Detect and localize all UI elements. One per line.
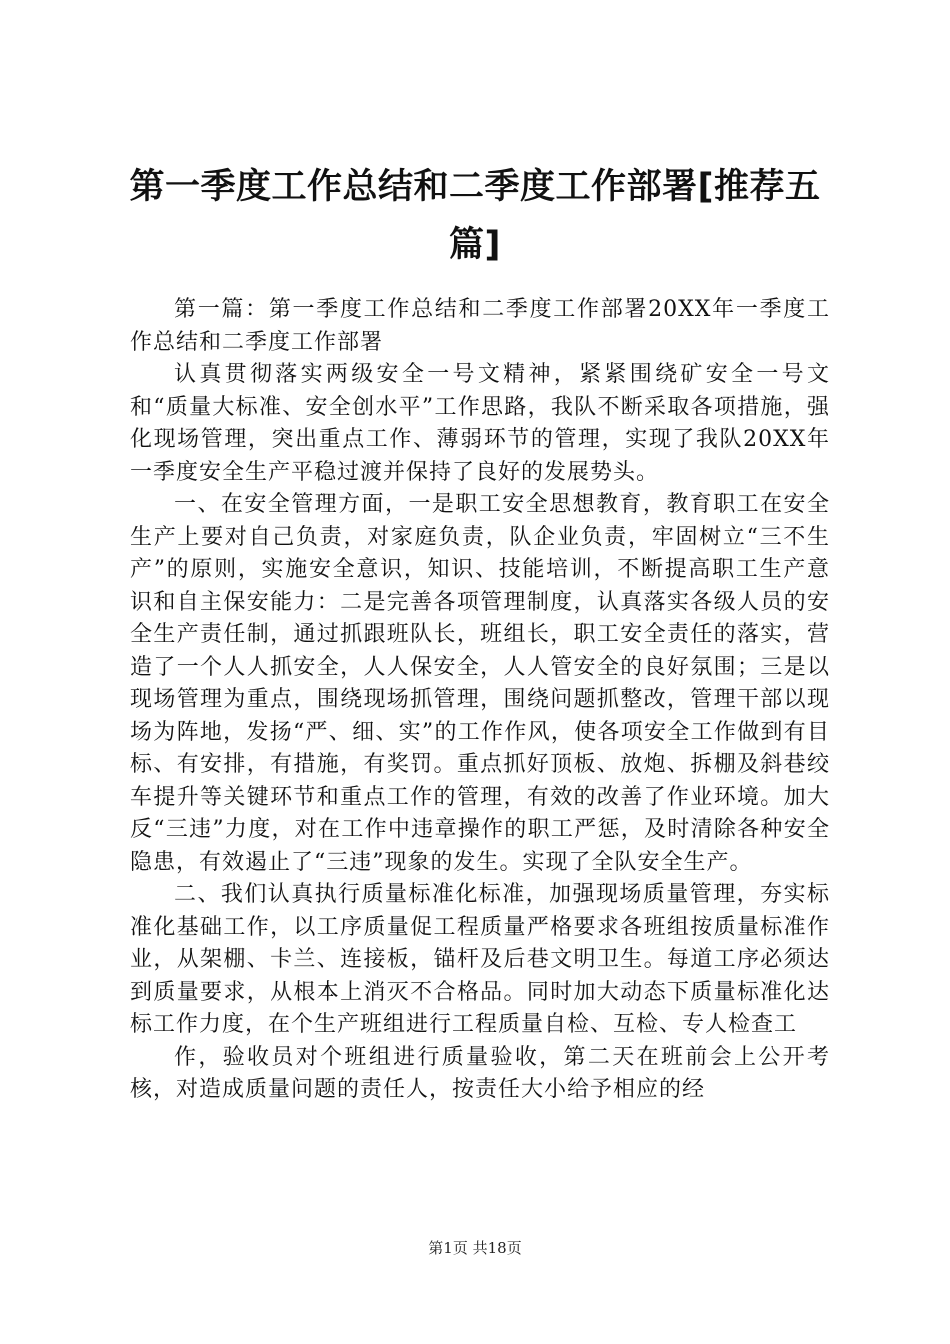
document-title: 第一季度工作总结和二季度工作部署[推荐五篇] [129,167,821,265]
paragraph-heading: 第一篇：第一季度工作总结和二季度工作部署20XX年一季度工作总结和二季度工作部署 [130,297,830,355]
paragraph-intro: 认真贯彻落实两级安全一号文精神，紧紧围绕矿安全一号文和“质量大标准、安全创水平”工作思路，我队不断采取各项措施，强化现场管理，突出重点工作、薄弱环节的管理，实现了我队20XX年一季度安全生产平稳过渡并保持了良好的发展势头。 [130,362,830,485]
paragraph-quality-standards: 二、我们认真执行质量标准化标准，加强现场质量管理，夯实标准化基础工作，以工序质量促工程质量严格要求各班组按质量标准作业，从架棚、卡兰、连接板，锚杆及后巷文明卫生。每道工序必须达到质量要求，从根本上消灭不合格品。同时加大动态下质量标准化达标工作力度，在个生产班组进行工程质量自检、互检、专人检查工 [130,882,830,1037]
page-number-footer: 第1页 共18页 [428,1239,522,1257]
paragraph-safety-management: 一、在安全管理方面，一是职工安全思想教育，教育职工在安全生产上要对自己负责，对家庭负责，队企业负责，牢固树立“三不生产”的原则，实施安全意识，知识、技能培训，不断提高职工生产意识和自主保安能力：二是完善各项管理制度，认真落实各级人员的安全生产责任制，通过抓跟班队长，班组长，职工安全责任的落实，营造了一个人人抓安全，人人保安全，人人管安全的良好氛围；三是以现场管理为重点，围绕现场抓管理，围绕问题抓整改，管理干部以现场为阵地，发扬“严、细、实”的工作作风，使各项安全工作做到有目标、有安排，有措施，有奖罚。重点抓好顶板、放炮、拆棚及斜巷绞车提升等关键环节和重点工作的管理，有效的改善了作业环境。加大反“三违”力度，对在工作中违章操作的职工严惩，及时清除各种安全隐患，有效遏止了“三违”现象的发生。实现了全队安全生产。 [130,492,830,875]
paragraph-inspection: 作，验收员对个班组进行质量验收，第二天在班前会上公开考核，对造成质量问题的责任人，按责任大小给予相应的经 [130,1044,830,1102]
document-body [130,294,830,1107]
